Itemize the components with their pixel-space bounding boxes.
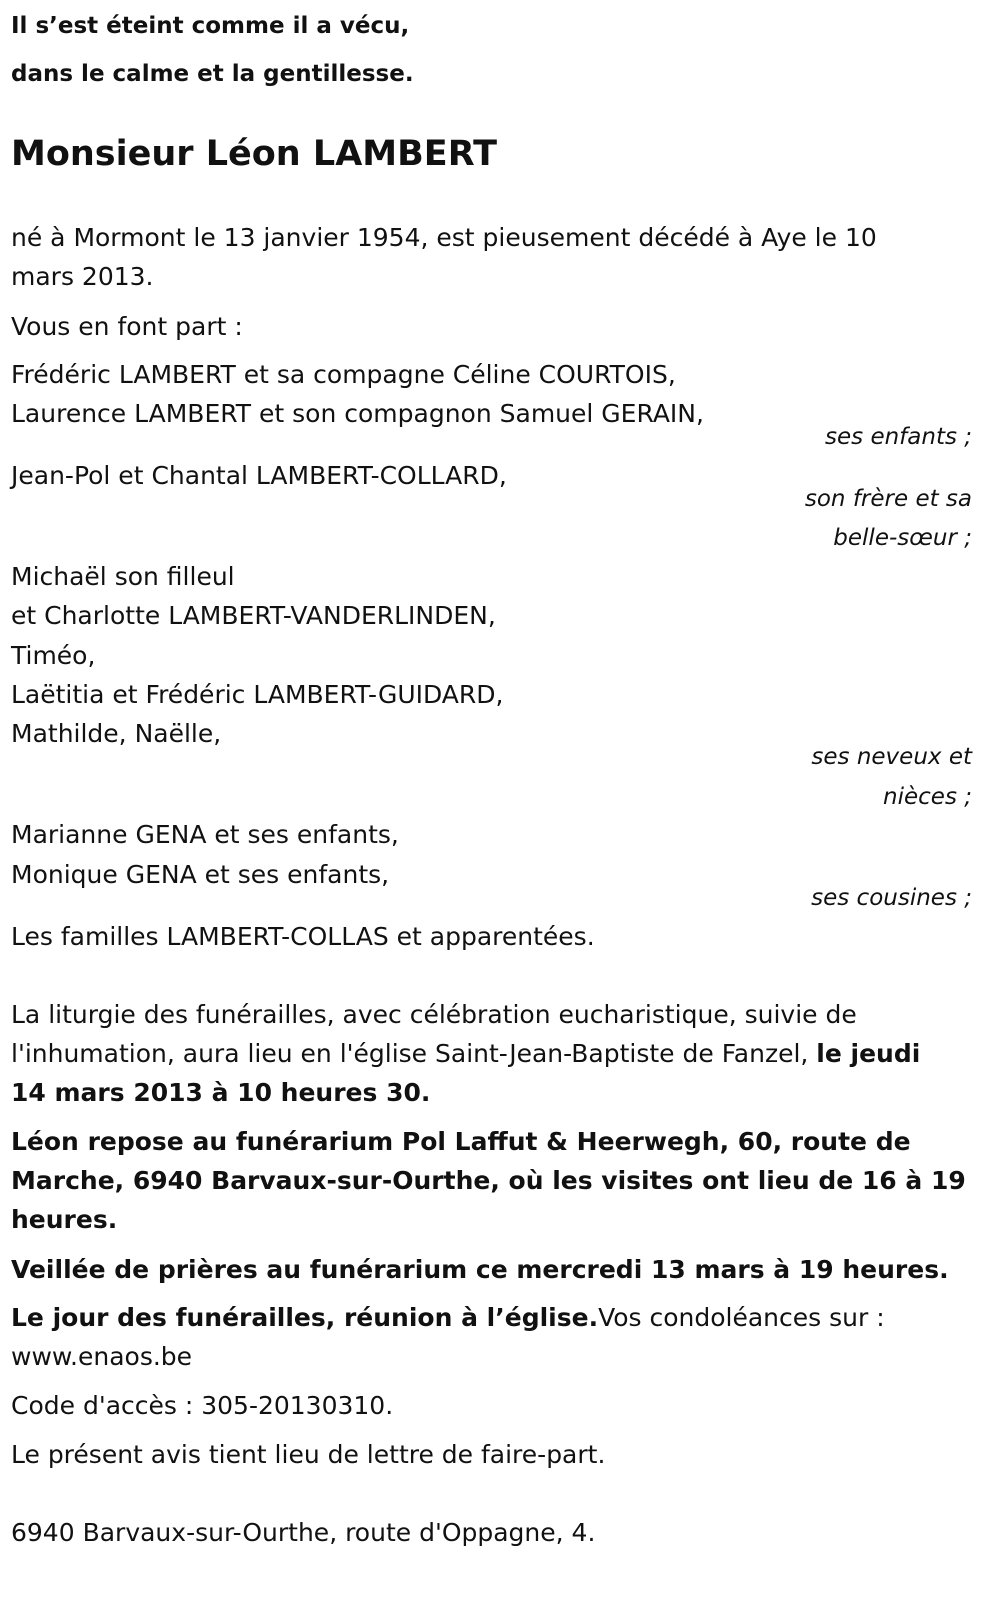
rest-line-3: heures. (11, 1205, 118, 1234)
relation-children: ses enfants ; (825, 424, 972, 450)
meeting-bold: Le jour des funérailles, réunion à l’église. (11, 1303, 599, 1332)
meeting-line (11, 1298, 885, 1338)
condolences-text: Vos condoléances sur : (598, 1303, 885, 1332)
funeral-line-2 (11, 1034, 920, 1074)
rest-line-2: Marche, 6940 Barvaux-sur-Ourthe, où les visites ont lieu de 16 à 19 (11, 1166, 966, 1195)
siblings-line: Jean-Pol et Chantal LAMBERT-COLLARD, (11, 461, 507, 490)
birth-death-line-1: né à Mormont le 13 janvier 1954, est pieusement décédé à Aye le 10 (11, 223, 877, 252)
funeral-line-2-normal: l'inhumation, aura lieu en l'église Saint-Jean-Baptiste de Fanzel, (11, 1039, 817, 1068)
birth-death-line-2: mars 2013. (11, 262, 154, 291)
nephews-line: Timéo, (11, 641, 96, 670)
epigraph-line-1: Il s’est éteint comme il a vécu, (11, 13, 410, 39)
relation-siblings-line-2: belle-sœur ; (833, 525, 972, 551)
cousins-line: Marianne GENA et ses enfants, (11, 820, 399, 849)
families-line: Les familles LAMBERT-COLLAS et apparentées. (11, 922, 595, 951)
children-line: Laurence LAMBERT et son compagnon Samuel GERAIN, (11, 399, 704, 428)
children-line: Frédéric LAMBERT et sa compagne Céline COURTOIS, (11, 360, 676, 389)
nephews-line: et Charlotte LAMBERT-VANDERLINDEN, (11, 601, 496, 630)
epigraph-line-2: dans le calme et la gentillesse. (11, 61, 414, 87)
relation-nephews-line-2: nièces ; (883, 784, 972, 810)
vigil-line: Veillée de prières au funérarium ce mercredi 13 mars à 19 heures. (11, 1255, 949, 1284)
notice-line: Le présent avis tient lieu de lettre de faire-part. (11, 1440, 606, 1469)
access-code: Code d'accès : 305-20130310. (11, 1391, 394, 1420)
funeral-date-part-1: le jeudi (816, 1039, 921, 1068)
address-line: 6940 Barvaux-sur-Ourthe, route d'Oppagne, 4. (11, 1518, 596, 1547)
condolences-website[interactable]: www.enaos.be (11, 1342, 193, 1371)
rest-line-1: Léon repose au funérarium Pol Laffut & Heerwegh, 60, route de (11, 1127, 911, 1156)
nephews-line: Michaël son filleul (11, 562, 235, 591)
intro-text: Vous en font part : (11, 312, 243, 341)
cousins-line: Monique GENA et ses enfants, (11, 860, 390, 889)
relation-siblings-line-1: son frère et sa (804, 486, 972, 512)
nephews-line: Laëtitia et Frédéric LAMBERT-GUIDARD, (11, 680, 504, 709)
relation-cousins: ses cousines ; (811, 885, 972, 911)
deceased-name: Monsieur Léon LAMBERT (11, 134, 497, 174)
funeral-line-1: La liturgie des funérailles, avec célébration eucharistique, suivie de (11, 1000, 857, 1029)
funeral-date-part-2: 14 mars 2013 à 10 heures 30. (11, 1078, 431, 1107)
relation-nephews-line-1: ses neveux et (811, 744, 972, 770)
nephews-line: Mathilde, Naëlle, (11, 719, 222, 748)
